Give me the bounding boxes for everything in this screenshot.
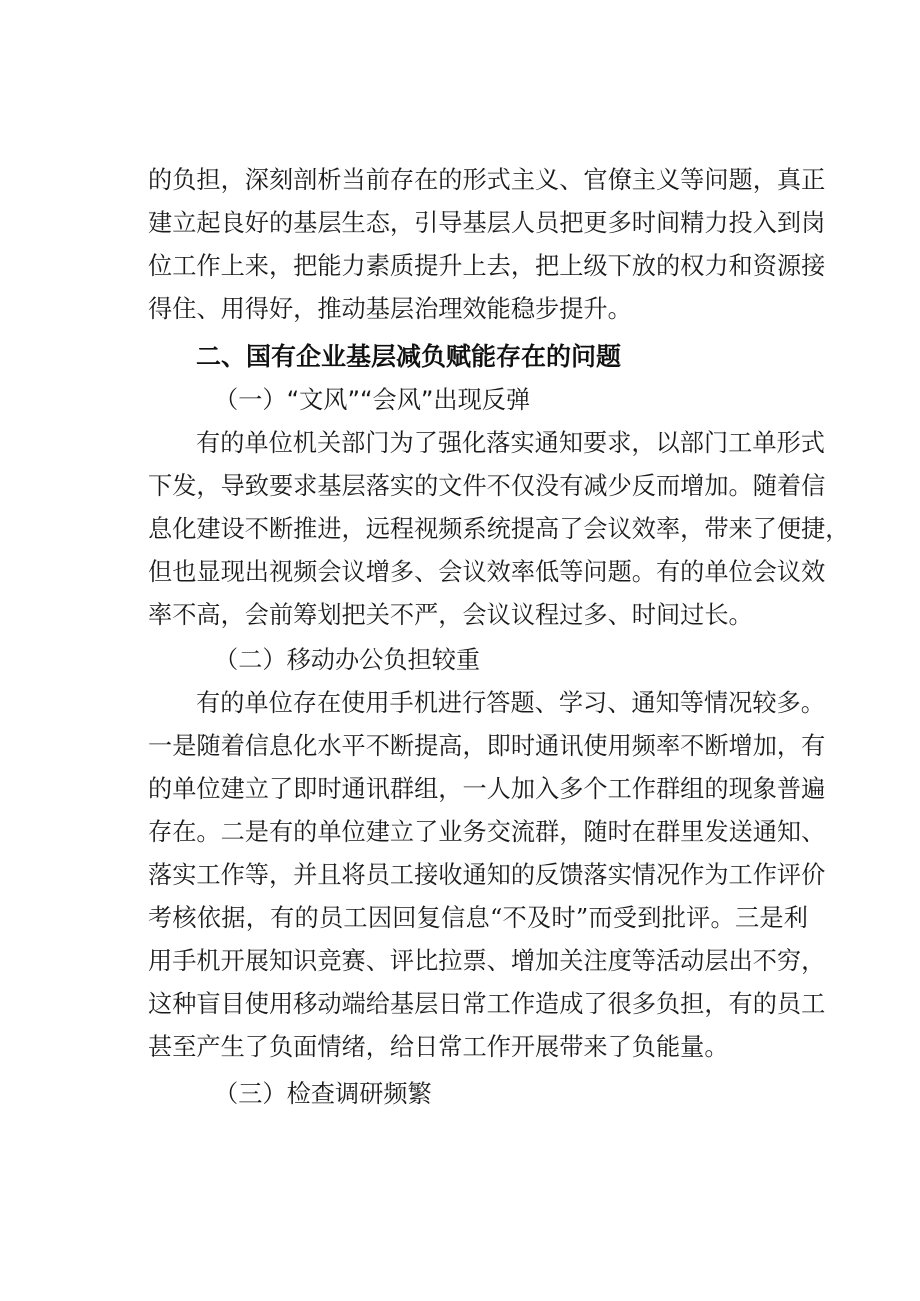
paragraph-line: 有的单位存在使用手机进行答题、学习、通知等情况较多。 bbox=[196, 689, 825, 717]
paragraph-line: 落实工作等，并且将员工接收通知的反馈落实情况作为工作评价 bbox=[148, 861, 826, 889]
paragraph-line: 存在。二是有的单位建立了业务交流群，随时在群里发送通知、 bbox=[148, 818, 826, 846]
paragraph-line: 率不高，会前筹划把关不严，会议议程过多、时间过长。 bbox=[148, 601, 753, 629]
paragraph-line: 但也显现出视频会议增多、会议效率低等问题。有的单位会议效 bbox=[148, 558, 826, 586]
subsection-title: （一）“文风”“会风”出现反弹 bbox=[214, 386, 531, 414]
paragraph-line: 下发，导致要求基层落实的文件不仅没有减少反而增加。随着信 bbox=[148, 472, 826, 500]
paragraph-line: 这种盲目使用移动端给基层日常工作造成了很多负担，有的员工 bbox=[148, 990, 826, 1018]
paragraph-line: 考核依据，有的员工因回复信息“不及时”而受到批评。三是利 bbox=[148, 904, 808, 932]
paragraph-line: 用手机开展知识竞赛、评比拉票、增加关注度等活动层出不穷， bbox=[148, 947, 826, 975]
paragraph-line: 的负担，深刻剖析当前存在的形式主义、官僚主义等问题，真正 bbox=[148, 166, 826, 194]
section-heading: 二、国有企业基层减负赋能存在的问题 bbox=[196, 342, 622, 371]
subsection-title: （三）检查调研频繁 bbox=[214, 1080, 432, 1108]
paragraph-line: 甚至产生了负面情绪，给日常工作开展带来了负能量。 bbox=[148, 1033, 729, 1061]
paragraph-line: 位工作上来，把能力素质提升上去，把上级下放的权力和资源接 bbox=[148, 252, 826, 280]
paragraph-line: 建立起良好的基层生态，引导基层人员把更多时间精力投入到岗 bbox=[148, 209, 826, 237]
subsection-title: （二）移动办公负担较重 bbox=[214, 646, 481, 674]
paragraph-line: 的单位建立了即时通讯群组，一人加入多个工作群组的现象普遍 bbox=[148, 775, 826, 803]
paragraph-line: 有的单位机关部门为了强化落实通知要求，以部门工单形式 bbox=[196, 429, 825, 457]
paragraph-line: 息化建设不断推进，远程视频系统提高了会议效率，带来了便捷， bbox=[148, 515, 850, 543]
paragraph-line: 得住、用得好，推动基层治理效能稳步提升。 bbox=[148, 295, 632, 323]
paragraph-line: 一是随着信息化水平不断提高，即时通讯使用频率不断增加，有 bbox=[148, 732, 826, 760]
